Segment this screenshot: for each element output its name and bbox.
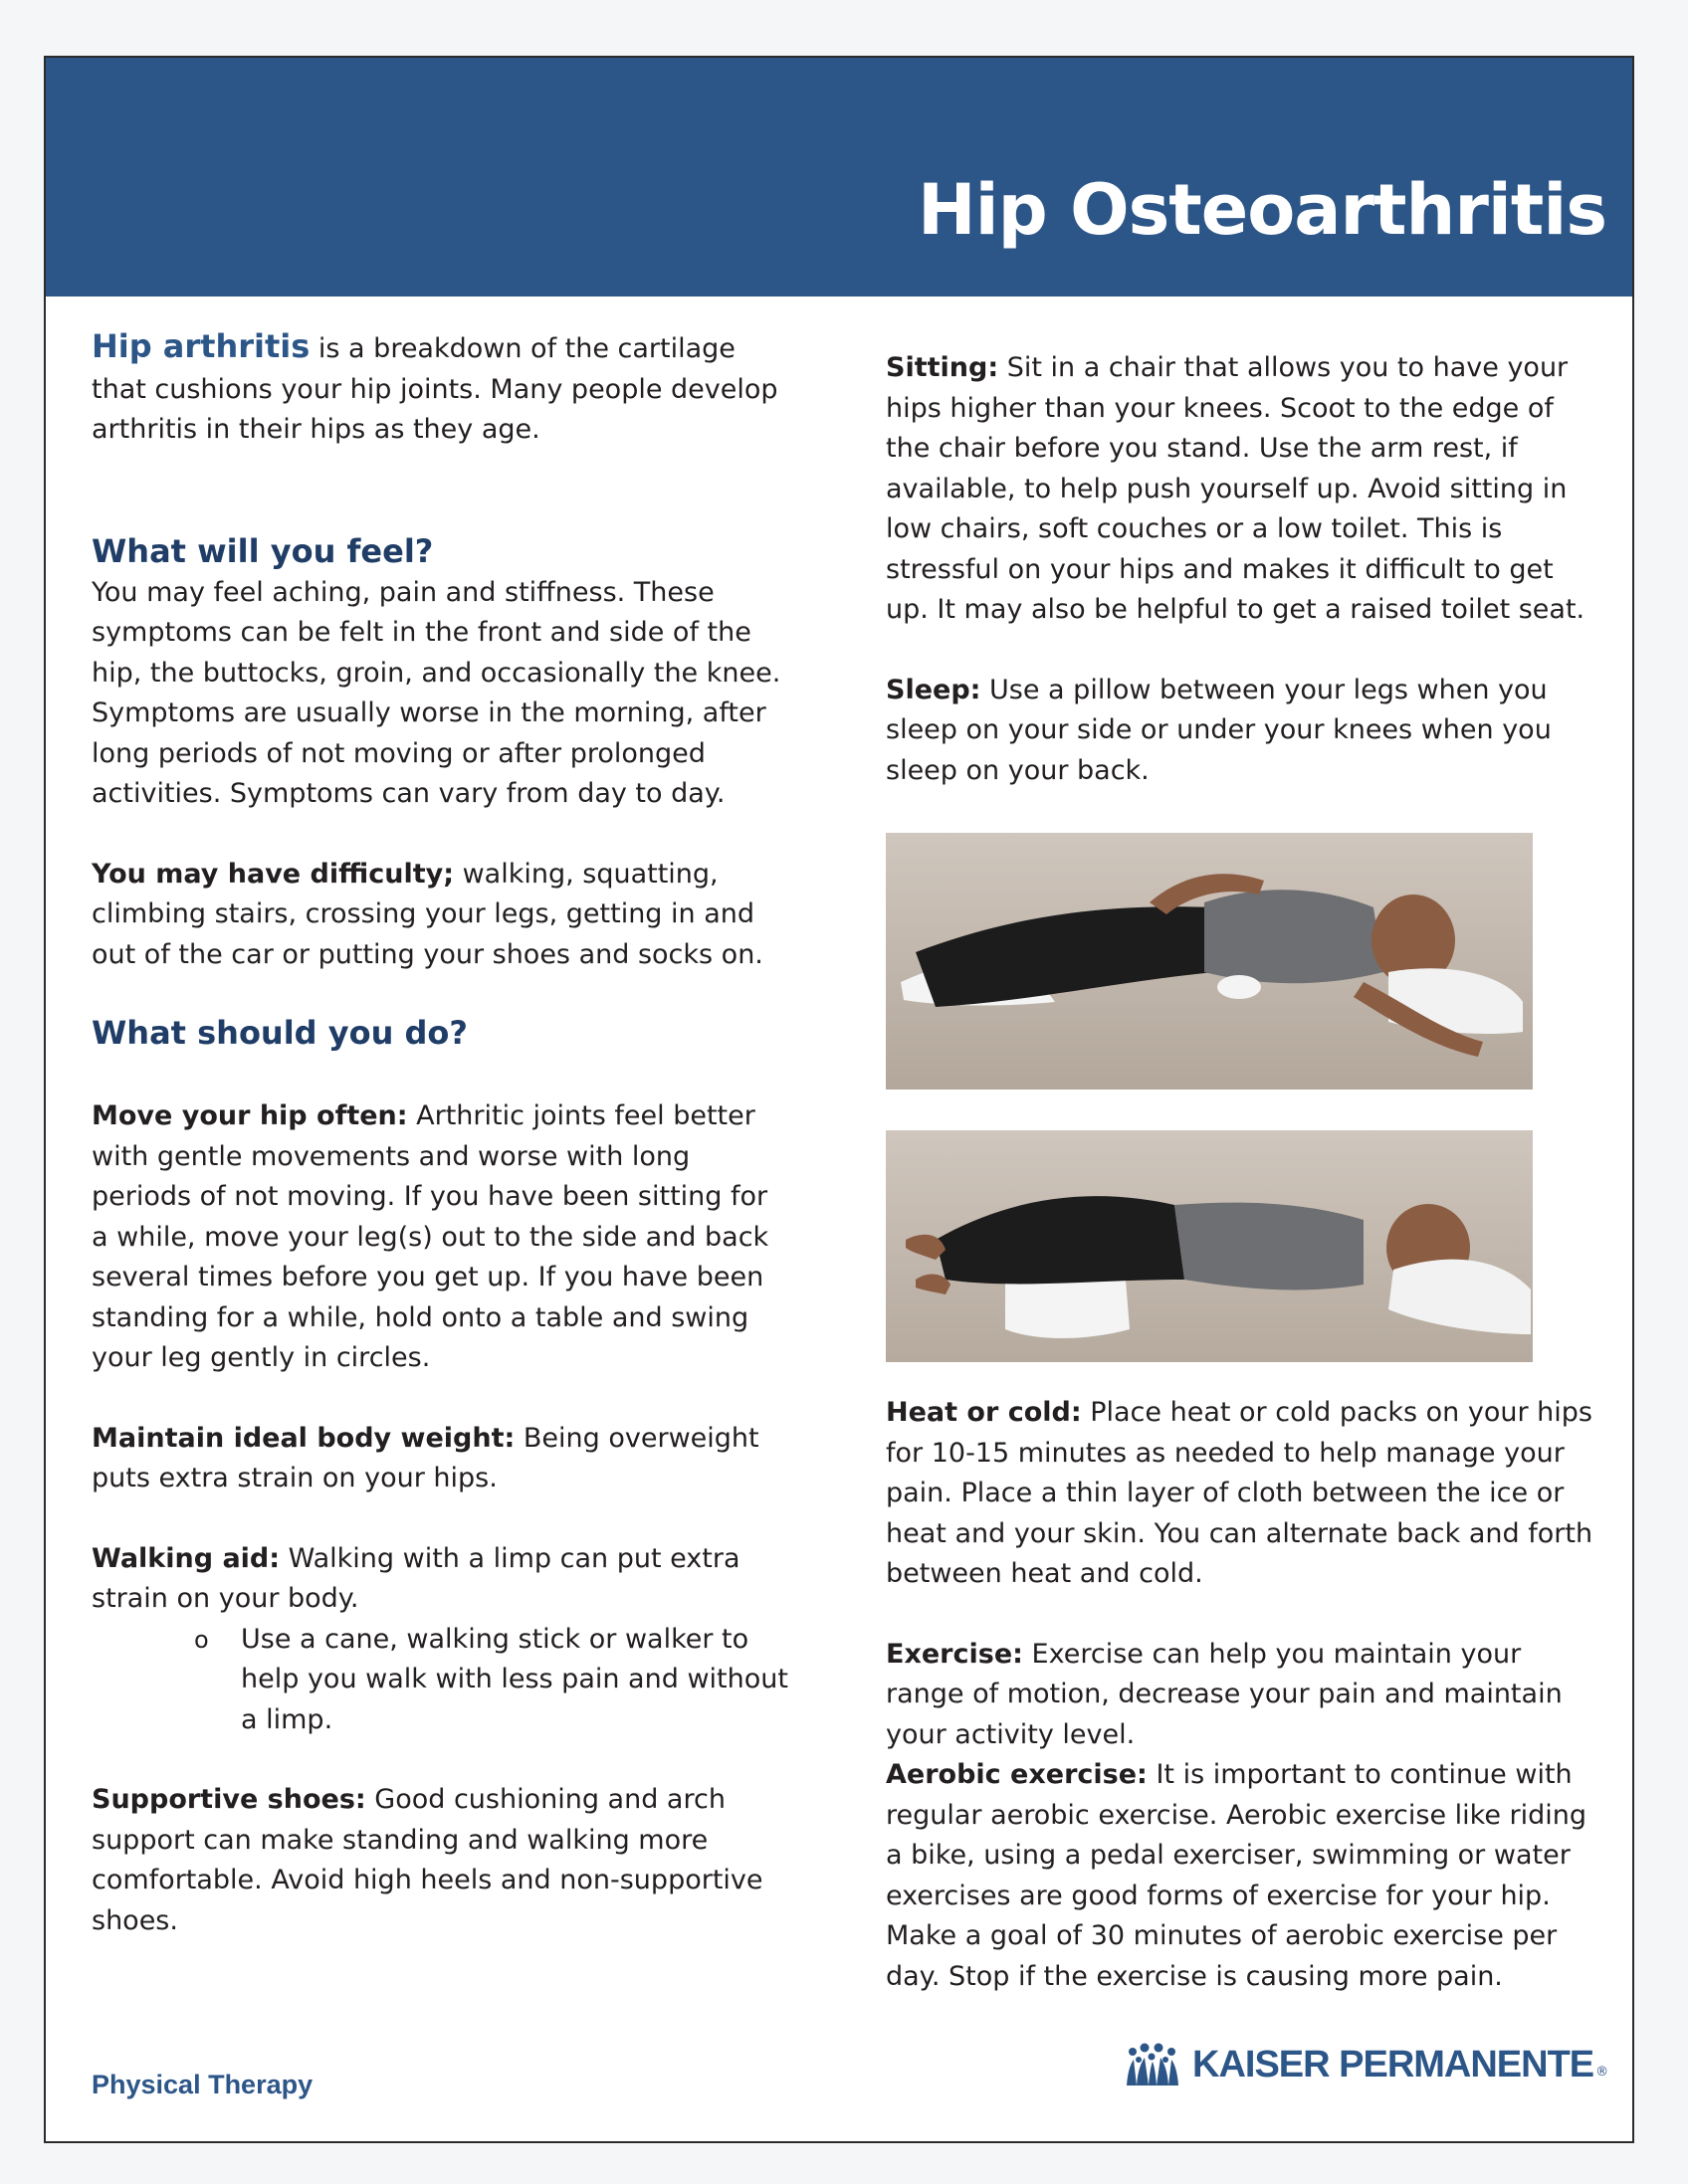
walking-label: Walking aid: [92, 1542, 281, 1574]
move-paragraph [92, 1096, 788, 1379]
aerobic-paragraph [886, 1755, 1602, 1997]
difficulty-text: walking, squatting, climbing stairs, crossing your legs, getting in and out of the car or putting your shoes and socks on. [92, 858, 763, 970]
side-sleeping-photo [886, 833, 1533, 1090]
weight-label: Maintain ideal body weight: [92, 1422, 516, 1454]
sleep-label: Sleep: [886, 674, 981, 705]
sleep-text: Use a pillow between your legs when you sleep on your side or under your knees when you sleep on your back. [886, 674, 1552, 786]
brand-logo [1125, 2042, 1608, 2087]
weight-text: Being overweight puts extra strain on your hips. [92, 1422, 759, 1493]
move-text: Arthritic joints feel better with gentle movements and worse with long periods of not moving. If you have been sitting for a while, move your leg(s) out to the side and back several times before you get up. If you have been standing for a while, hold onto a table and swing your leg gently in circles. [92, 1100, 769, 1373]
back-sleeping-photo [886, 1130, 1533, 1362]
registered-mark: ® [1595, 2064, 1609, 2080]
shoes-paragraph [92, 1780, 788, 1941]
sitting-label: Sitting: [886, 352, 999, 383]
sitting-text: Sit in a chair that allows you to have your hips higher than your knees. Scoot to the edge of the chair before you stand. Use the arm rest, if available, to help push yourself up. Avoid sitting in low chairs, soft couches or a low toilet. This is stressful on your hips and makes it difficult to get up. It may also be helpful to get a raised toilet seat. [886, 352, 1585, 625]
todo-heading: What should you do? [92, 1014, 468, 1052]
heat-label: Heat or cold: [886, 1397, 1082, 1428]
exercise-text: Exercise can help you maintain your range of motion, decrease your pain and maintain your activity level. [886, 1638, 1563, 1750]
page-title: Hip Osteoarthritis [918, 169, 1606, 251]
exercise-paragraph [886, 1635, 1602, 1756]
move-label: Move your hip often: [92, 1100, 408, 1131]
intro-paragraph [92, 326, 788, 451]
intro-term: Hip arthritis [92, 327, 311, 365]
walking-bullet-text: Use a cane, walking stick or walker to help you walk with less pain and without a limp. [241, 1623, 788, 1735]
brand-name: KAISER PERMANENTE [1192, 2043, 1594, 2085]
walking-text: Walking with a limp can put extra strain on your body. [92, 1542, 740, 1614]
sleep-paragraph [886, 671, 1602, 792]
aerobic-text: It is important to continue with regular aerobic exercise. Aerobic exercise like riding a bike, using a pedal exerciser, swimming or water exercises are good forms of exercise for your hip. Make a goal of 30 minutes of aerobic exercise per day. Stop if the exercise is causing more pain. [886, 1759, 1587, 1992]
weight-paragraph [92, 1419, 788, 1499]
kaiser-logo-icon [1125, 2042, 1180, 2087]
heat-paragraph [886, 1393, 1602, 1595]
back-sleeping-illustration [886, 1130, 1533, 1362]
intro-text: is a breakdown of the cartilage that cushions your hip joints. Many people develop arthritis in their hips as they age. [92, 333, 778, 445]
feel-heading: What will you feel? [92, 531, 434, 570]
department-label: Physical Therapy [92, 2070, 314, 2099]
right-column-bottom [886, 1393, 1602, 1997]
heat-text: Place heat or cold packs on your hips for 10-15 minutes as needed to help manage your pain. Place a thin layer of cloth between the ice or heat and your skin. You can alternate back and forth between heat and cold. [886, 1397, 1593, 1589]
shoes-label: Supportive shoes: [92, 1784, 366, 1815]
walking-paragraph [92, 1539, 788, 1620]
aerobic-label: Aerobic exercise: [886, 1759, 1148, 1790]
difficulty-paragraph [92, 855, 788, 976]
exercise-label: Exercise: [886, 1638, 1023, 1670]
difficulty-label: You may have difficulty; [92, 858, 454, 890]
side-sleeping-illustration [886, 833, 1533, 1090]
walking-bullet [92, 1620, 788, 1741]
shoes-text: Good cushioning and arch support can make standing and walking more comfortable. Avoid high heels and non-supportive shoes. [92, 1784, 763, 1936]
sitting-paragraph [886, 348, 1602, 631]
title-banner [46, 58, 1632, 297]
bullet-marker: o [194, 1625, 209, 1654]
left-column [92, 326, 788, 1941]
right-column-top [886, 348, 1602, 791]
feel-text: You may feel aching, pain and stiffness. These symptoms can be felt in the front and side of the hip, the buttocks, groin, and occasionally the knee. Symptoms are usually worse in the morning, after long periods of not moving or after prolonged activities. Symptoms can vary from day to day. [92, 576, 781, 809]
